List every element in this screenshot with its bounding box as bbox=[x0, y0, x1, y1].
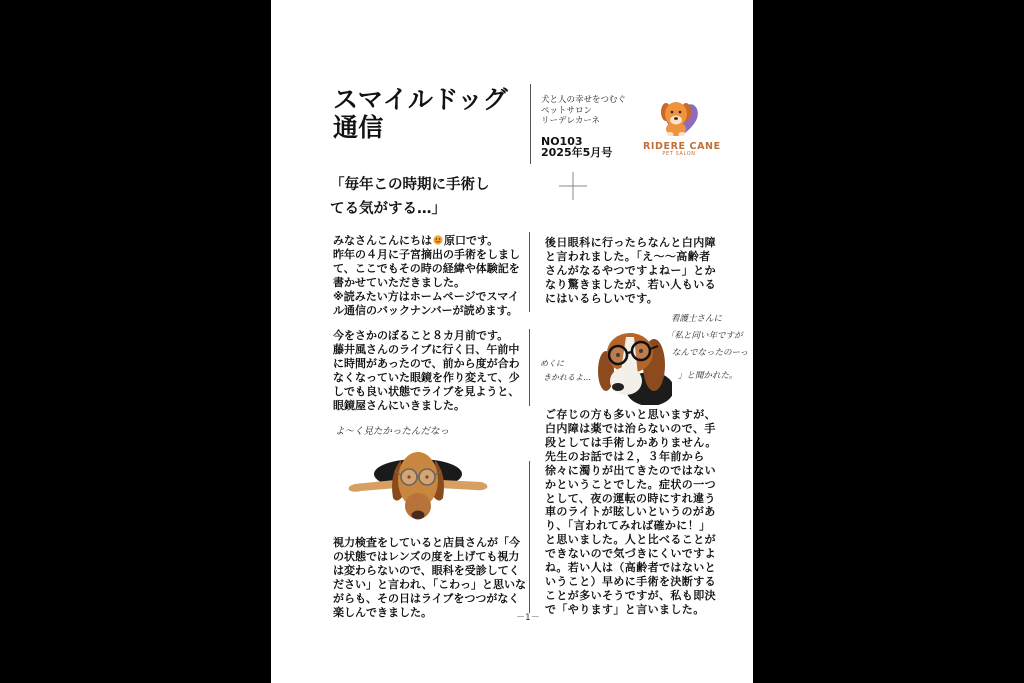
text-line: 楽しんできました。 bbox=[333, 606, 432, 619]
text-line: 車のライトが眩しいというのがあ bbox=[545, 505, 716, 519]
text-line: と思いました。人と比べることが bbox=[545, 533, 716, 547]
text-line: 徐々に濁りが出てきたのではない bbox=[545, 463, 716, 477]
page-number: －1－ bbox=[516, 613, 540, 623]
text-line: ことが多いそうですが、私も即決 bbox=[545, 588, 716, 602]
photo-note-line: 看護士さんに bbox=[671, 314, 723, 324]
issue-date: 2025年5月号 bbox=[541, 146, 613, 159]
greeting-name: 原口です。 bbox=[444, 234, 499, 247]
header-divider bbox=[530, 84, 531, 164]
exam-paragraph bbox=[333, 536, 526, 620]
greeting-line bbox=[333, 234, 520, 248]
text-line: 眼鏡屋さんにいきました。 bbox=[333, 399, 465, 412]
photo-side-note-line: きかれるよ… bbox=[543, 373, 591, 382]
text-line: 今をさかのぼること８カ月前です。 bbox=[333, 329, 509, 342]
text-line: いうこと）早めに手術を決断する bbox=[545, 575, 716, 589]
text-line: なり驚きましたが、若い人もいる bbox=[545, 277, 716, 291]
text-line: ね。若い人は（高齢者ではないと bbox=[545, 561, 716, 575]
text-line: 段としては手術しかありません。 bbox=[545, 435, 717, 449]
text-line: できないので気づきにくいですよ bbox=[545, 547, 716, 561]
text-line: 先生のお話では２，３年前から bbox=[545, 449, 705, 463]
text-line: として、夜の運転の時にすれ違う bbox=[545, 491, 716, 505]
smiley-emoji-icon bbox=[433, 235, 443, 245]
text-line: ※読みたい方はホームページでスマイ bbox=[333, 290, 520, 303]
photo-caption: よ～く見たかったんだなっ bbox=[335, 426, 450, 437]
newsletter-title-line2: 通信 bbox=[333, 113, 384, 142]
column-divider bbox=[529, 329, 530, 406]
text-line: で「やります」と言いました。 bbox=[545, 602, 705, 616]
photo-note-line: なんでなったのーっ bbox=[672, 348, 749, 358]
dog-heart-logo-icon bbox=[657, 97, 699, 139]
text-line: の状態ではレンズの度を上げても視力 bbox=[333, 550, 520, 563]
text-line: がらも、その日はライブをつつがなく bbox=[333, 592, 520, 605]
text-line: ご存じの方も多いと思いますが、 bbox=[545, 408, 716, 421]
logo-name: RIDERE CANE bbox=[643, 141, 721, 152]
headline-line: てる気がする…」 bbox=[330, 201, 446, 217]
photo-note-line: 」と聞かれた。 bbox=[678, 371, 738, 381]
newsletter-page bbox=[271, 0, 753, 683]
article-headline bbox=[330, 173, 490, 221]
column-divider bbox=[529, 232, 530, 312]
text-line: 昨年の４月に子宮摘出の手術をしまし bbox=[333, 248, 520, 261]
photo-note-line: 「私と同い年ですが bbox=[666, 331, 743, 341]
tagline-line: ペットサロン bbox=[541, 105, 593, 116]
text-line: しでも良い状態でライブを見ようと、 bbox=[333, 385, 520, 398]
greeting-text: みなさんこんにちは bbox=[333, 234, 432, 247]
tagline bbox=[541, 95, 626, 127]
text-line: ル通信のバックナンバーが読めます。 bbox=[333, 304, 518, 317]
text-line: り、「言われてみれば確かに！」 bbox=[545, 519, 711, 533]
crosshair-mark-icon bbox=[559, 172, 587, 200]
tagline-line: リーデレカーネ bbox=[541, 116, 600, 126]
text-line: 藤井風さんのライブに行く日、午前中 bbox=[333, 343, 520, 356]
text-line: と言われました。「え～～高齢者 bbox=[545, 249, 711, 263]
newsletter-title-line1: スマイルドッグ bbox=[333, 85, 509, 114]
text-line: さんがなるやつですよねー」とか bbox=[545, 263, 716, 277]
text-line: ださい」と言われ、「こわっ」と思いな bbox=[333, 578, 527, 591]
tagline-line: 犬と人の幸せをつむぐ bbox=[541, 95, 627, 105]
headline-line: 「毎年この時期に手術し bbox=[330, 177, 490, 193]
text-line: は変わらないので、眼科を受診してく bbox=[333, 564, 520, 577]
text-line: 後日眼科に行ったらなんと白内障 bbox=[545, 236, 716, 249]
text-line: かということでした。症状の一つ bbox=[545, 477, 716, 491]
intro-paragraph bbox=[333, 234, 520, 318]
text-line: 白内障は薬では治らないので、手 bbox=[545, 421, 716, 435]
diagnosis-paragraph bbox=[545, 236, 716, 306]
issue-number: NO103 bbox=[541, 135, 583, 148]
text-line: 視力検査をしていると店員さんが「今 bbox=[333, 536, 520, 549]
story-paragraph bbox=[333, 329, 520, 413]
text-line: なくなっていた眼鏡を作り変えて、少 bbox=[333, 371, 520, 384]
dog-with-glasses-illustration bbox=[345, 444, 491, 522]
explanation-paragraph bbox=[545, 408, 717, 617]
text-line: て、ここでもその時の経緯や体験記を bbox=[333, 262, 520, 275]
text-line: にはいるらしいです。 bbox=[545, 291, 659, 305]
column-divider bbox=[529, 461, 530, 613]
text-line: に時間があったので、前から度が合わ bbox=[333, 357, 520, 370]
photo-side-note-line: めくに bbox=[540, 359, 564, 368]
beagle-with-glasses-illustration bbox=[590, 325, 672, 405]
text-line: 書かせていただきました。 bbox=[333, 276, 465, 289]
logo-subtitle: PET SALON bbox=[662, 151, 696, 157]
